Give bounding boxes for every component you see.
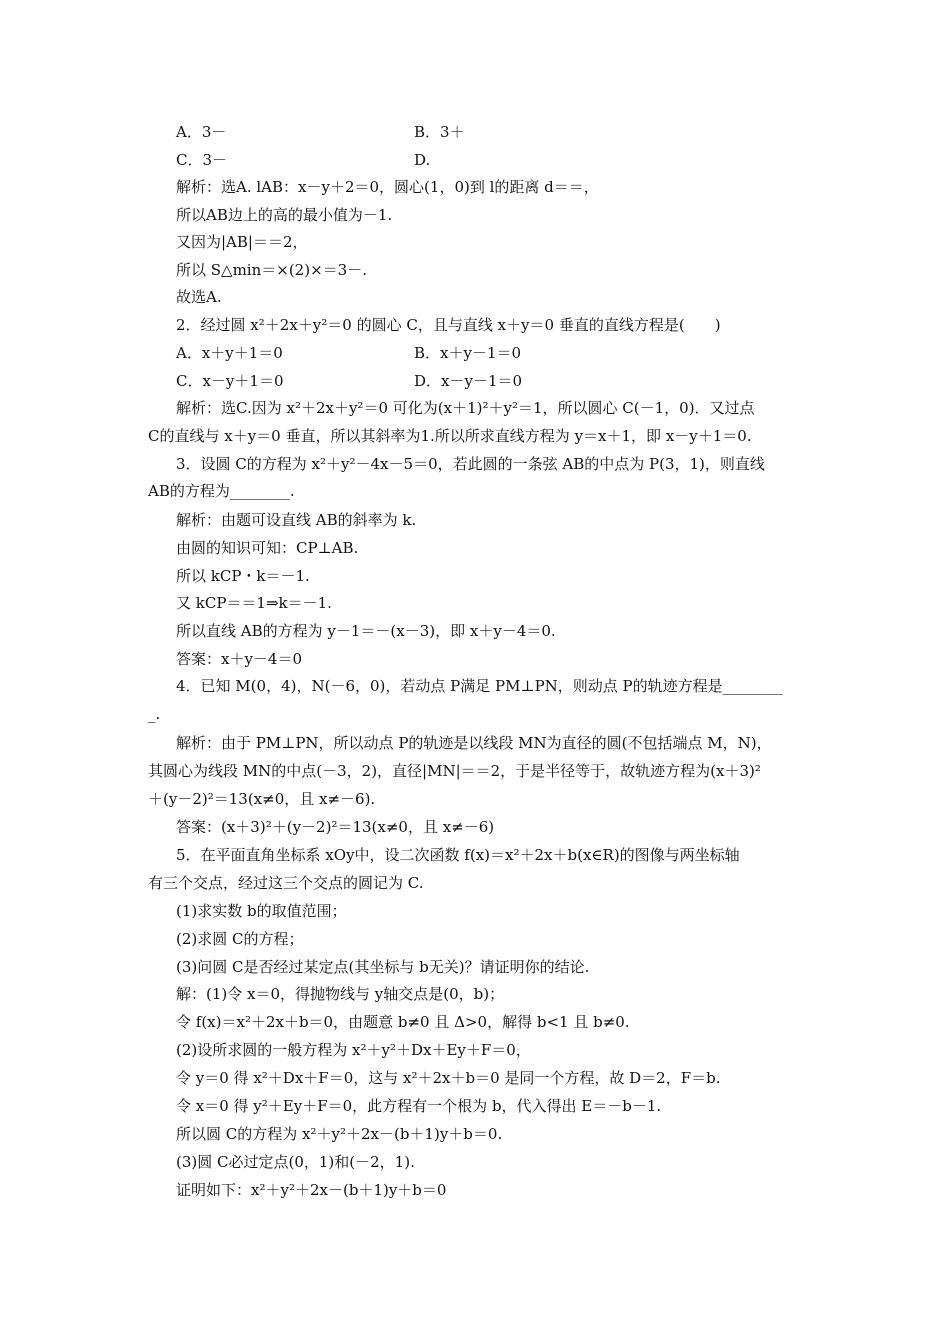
- q5-part: (1)求实数 b的取值范围；: [176, 902, 347, 920]
- q1-solution-line: 所以 S△min＝×(2)×＝3－.: [176, 261, 367, 279]
- q2-options-row-2: [176, 371, 523, 391]
- q2-solution-line: 解析：选C.因为 x²＋2x＋y²＝0 可化为(x＋1)²＋y²＝1，所以圆心 C(－1，0)．又过点: [176, 399, 755, 417]
- q3-answer: 答案：x＋y－4＝0: [176, 650, 303, 668]
- q3-solution-line: 又 kCP＝＝1⇒k＝－1.: [176, 594, 332, 612]
- q5-part: (3)问圆 C是否经过某定点(其坐标与 b无关)？请证明你的结论.: [176, 958, 590, 976]
- q4-solution-line: 其圆心为线段 MN的中点(－3，2)，直径|MN|＝＝2，于是半径等于，故轨迹方程为(x＋3)²: [148, 762, 761, 780]
- q2-option-a: A．x＋y＋1＝0: [176, 344, 283, 362]
- q2-stem: 2．经过圆 x²＋2x＋y²＝0 的圆心 C，且与直线 x＋y＝0 垂直的直线方程是( ): [176, 316, 721, 334]
- q1-options-row-1: [176, 122, 465, 142]
- q4-stem: 4．已知 M(0，4)，N(－6，0)，若动点 P满足 PM⊥PN，则动点 P的轨迹方程是________: [176, 677, 783, 695]
- q5-solution-line: 令 y＝0 得 x²＋Dx＋F＝0，这与 x²＋2x＋b＝0 是同一个方程，故 D＝2，F＝b.: [176, 1069, 721, 1087]
- q4-answer: 答案：(x＋3)²＋(y－2)²＝13(x≠0，且 x≠－6): [176, 818, 495, 836]
- q1-option-a: A．3－: [176, 123, 227, 141]
- q1-option-d: D.: [414, 151, 431, 169]
- q5-stem-continued: 有三个交点，经过这三个交点的圆记为 C.: [148, 874, 424, 892]
- q1-solution-line: 又因为|AB|＝＝2，: [176, 233, 308, 251]
- q1-solution-line: 故选A.: [176, 288, 222, 306]
- q1-solution-line: 所以AB边上的高的最小值为－1.: [176, 206, 393, 224]
- q1-option-b: B．3＋: [414, 123, 465, 141]
- q5-solution-line: (2)设所求圆的一般方程为 x²＋y²＋Dx＋Ey＋F＝0，: [176, 1041, 531, 1059]
- q3-solution-line: 解析：由题可设直线 AB的斜率为 k.: [176, 511, 417, 529]
- q5-solution-line: 所以圆 C的方程为 x²＋y²＋2x－(b＋1)y＋b＝0.: [176, 1125, 503, 1143]
- q5-part: (2)求圆 C的方程；: [176, 930, 304, 948]
- q3-solution-line: 所以 kCP・k＝－1.: [176, 567, 310, 585]
- q3-solution-line: 由圆的知识可知：CP⊥AB.: [176, 539, 359, 557]
- q3-stem-continued: AB的方程为________.: [148, 482, 295, 500]
- q5-solution-line: 证明如下：x²＋y²＋2x－(b＋1)y＋b＝0: [176, 1181, 447, 1199]
- q2-option-d: D．x－y－1＝0: [414, 372, 523, 390]
- q2-solution-line: C的直线与 x＋y＝0 垂直，所以其斜率为1.所以所求直线方程为 y＝x＋1，即 x－y＋1＝0.: [148, 427, 752, 445]
- q5-solution-line: (3)圆 C必过定点(0，1)和(－2，1).: [176, 1153, 415, 1171]
- q1-solution-line: 解析：选A. lAB：x－y＋2＝0，圆心(1，0)到 l的距离 d＝＝，: [176, 178, 599, 196]
- q5-solution-line: 解：(1)令 x＝0，得抛物线与 y轴交点是(0，b)；: [176, 985, 505, 1003]
- q2-options-row-1: [176, 343, 522, 363]
- q2-option-c: C．x－y＋1＝0: [176, 372, 284, 390]
- q5-solution-line: 令 f(x)＝x²＋2x＋b＝0，由题意 b≠0 且 Δ>0，解得 b<1 且 b≠0.: [176, 1013, 630, 1031]
- q3-solution-line: 所以直线 AB的方程为 y－1＝－(x－3)，即 x＋y－4＝0.: [176, 622, 556, 640]
- q3-stem: 3．设圆 C的方程为 x²＋y²－4x－5＝0，若此圆的一条弦 AB的中点为 P(3，1)，则直线: [176, 455, 765, 473]
- q5-stem: 5．在平面直角坐标系 xOy中，设二次函数 f(x)＝x²＋2x＋b(x∈R)的图像与两坐标轴: [176, 846, 740, 864]
- q1-options-row-2: [176, 150, 431, 170]
- q1-option-c: C．3－: [176, 151, 228, 169]
- q4-solution-line: 解析：由于 PM⊥PN，所以动点 P的轨迹是以线段 MN为直径的圆(不包括端点 M，N)，: [176, 734, 772, 752]
- q2-option-b: B．x＋y－1＝0: [414, 344, 522, 362]
- q4-solution-line: ＋(y－2)²＝13(x≠0，且 x≠－6).: [148, 790, 376, 808]
- q4-stem-continued: _.: [148, 705, 161, 723]
- q5-solution-line: 令 x＝0 得 y²＋Ey＋F＝0，此方程有一个根为 b，代入得出 E＝－b－1.: [176, 1097, 662, 1115]
